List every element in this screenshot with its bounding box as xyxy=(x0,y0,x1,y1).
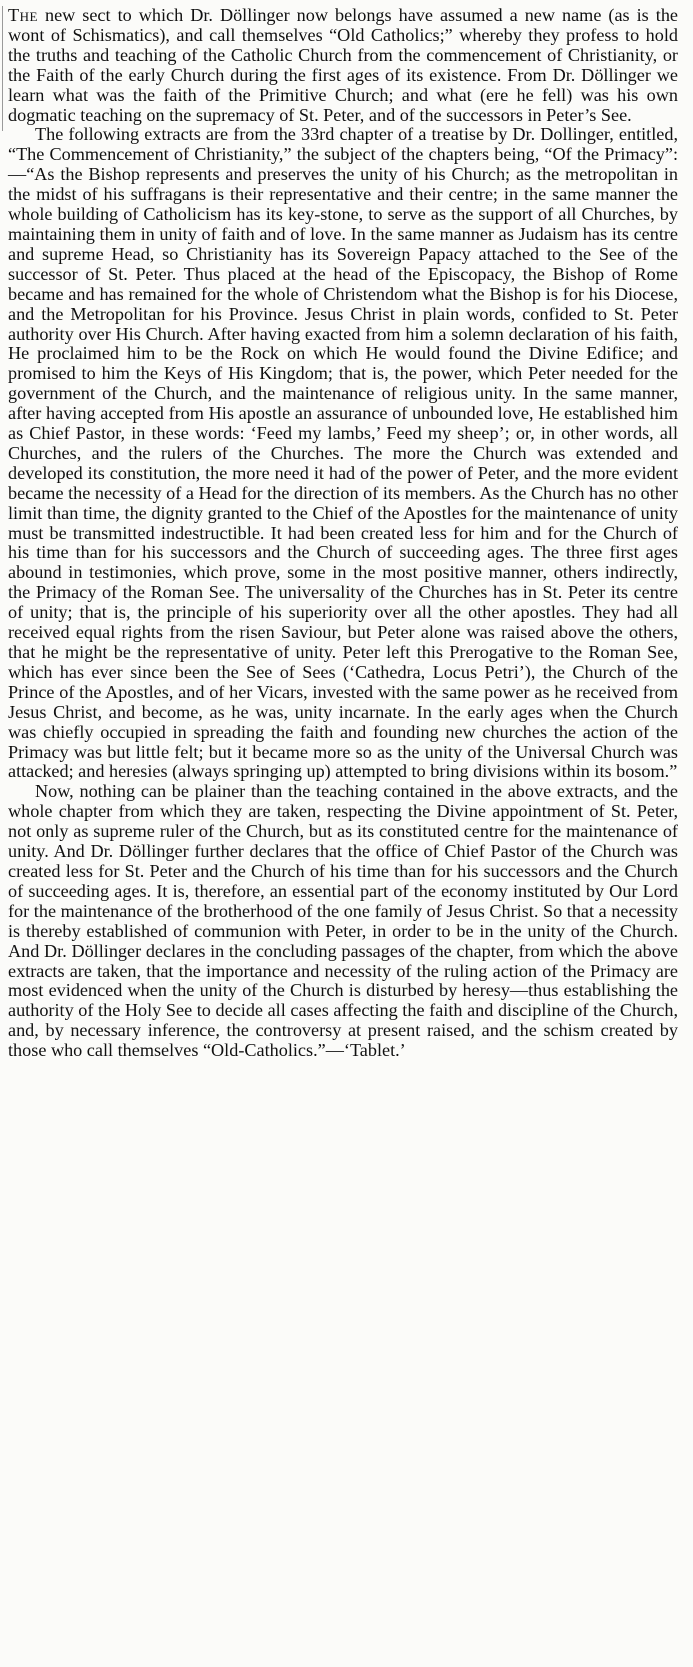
lead-word: The xyxy=(8,5,38,25)
article-paragraph-2: The following extracts are from the 33rd chapter of a treatise by Dr. Dollinger, entitled, “The Commencement of Christianity,” the subject of the chapters being, “Of the Primacy”:—“As the Bishop represents and preserves the unity of his Church; as the metropolitan in the midst of his suffragans is their representative and their centre; in the same manner the whole building of Catholicism has its key-stone, to serve as the support of all Churches, by maintaining them in unity of faith and of love. In the same manner as Judaism has its centre and supreme Head, so Christianity has its Sovereign Papacy attached to the See of the successor of St. Peter. Thus placed at the head of the Episcopacy, the Bishop of Rome became and has remained for the whole of Christendom what the Bishop is for his Diocese, and the Metropolitan for his Province. Jesus Christ in plain words, confided to St. Peter authority over His Church. After having exacted from him a solemn declaration of his faith, He proclaimed him to be the Rock on which He would found the Divine Edifice; and promised to him the Keys of His Kingdom; that is, the power, which Peter needed for the government of the Church, and the maintenance of religious unity. In the same manner, after having accepted from His apostle an assurance of unbounded love, He established him as Chief Pastor, in these words: ‘Feed my lambs,’ Feed my sheep’; or, in other words, all Churches, and the rulers of the Churches. The more the Church was extended and developed its constitution, the more need it had of the power of Peter, and the more evident became the necessity of a Head for the direction of its members. As the Church has no other limit than time, the dignity granted to the Chief of the Apostles for the maintenance of unity must be transmitted indestructible. It had been created less for him and for the Church of his time than for his successors and the Church of succeeding ages. The three first ages abound in testimonies, which prove, some in the most positive manner, others indirectly, the Primacy of the Roman See. The universality of the Churches has in St. Peter its centre of unity; that is, the principle of his superiority over all the other apostles. They had all received equal rights from the risen Saviour, but Peter alone was raised above the others, that he might be the representative of unity. Peter left this Prerogative to the Roman See, which has ever since been the See of Sees (‘Cathedra, Locus Petri’), the Church of the Prince of the Apostles, and of her Vicars, invested with the same power as he received from Jesus Christ, and become, as he was, unity incarnate. In the early ages when the Church was chiefly occupied in spreading the faith and founding new churches the action of the Primacy was but little felt; but it became more so as the unity of the Universal Church was attacked; and heresies (always springing up) attempted to bring divisions within its bosom.” xyxy=(8,124,678,782)
column-edge-rule xyxy=(2,6,3,131)
article-paragraph-1 xyxy=(8,6,678,125)
paragraph-1-text: new sect to which Dr. Döllinger now belongs have assumed a new name (as is the wont of Schismatics), and call themselves “Old Catholics;” whereby they profess to hold the truths and teaching of the Catholic Church from the commencement of Christianity, or the Faith of the early Church during the first ages of its existence. From Dr. Döllinger we learn what was the faith of the Primitive Church; and what (ere he fell) was his own dogmatic teaching on the supremacy of St. Peter, and of the successors in Peter’s See. xyxy=(8,5,678,125)
article-paragraph-3: Now, nothing can be plainer than the teaching contained in the above extracts, and the whole chapter from which they are taken, respecting the Divine appointment of St. Peter, not only as supreme ruler of the Church, but as its constituted centre for the maintenance of unity. And Dr. Döllinger further declares that the office of Chief Pastor of the Church was created less for St. Peter and the Church of his time than for his successors and the Church of succeeding ages. It is, therefore, an essential part of the economy instituted by Our Lord for the maintenance of the brotherhood of the one family of Jesus Christ. So that a necessity is thereby established of communion with Peter, in order to be in the unity of the Church. And Dr. Döllinger declares in the concluding passages of the chapter, from which the above extracts are taken, that the importance and necessity of the ruling action of the Primacy are most evidenced when the unity of the Church is disturbed by heresy—thus establishing the authority of the Holy See to decide all cases affecting the faith and discipline of the Church, and, by necessary inference, the controversy at present raised, and the schism created by those who call themselves “Old-Catholics.”—‘Tablet.’ xyxy=(8,781,678,1061)
article-column xyxy=(8,6,678,1061)
